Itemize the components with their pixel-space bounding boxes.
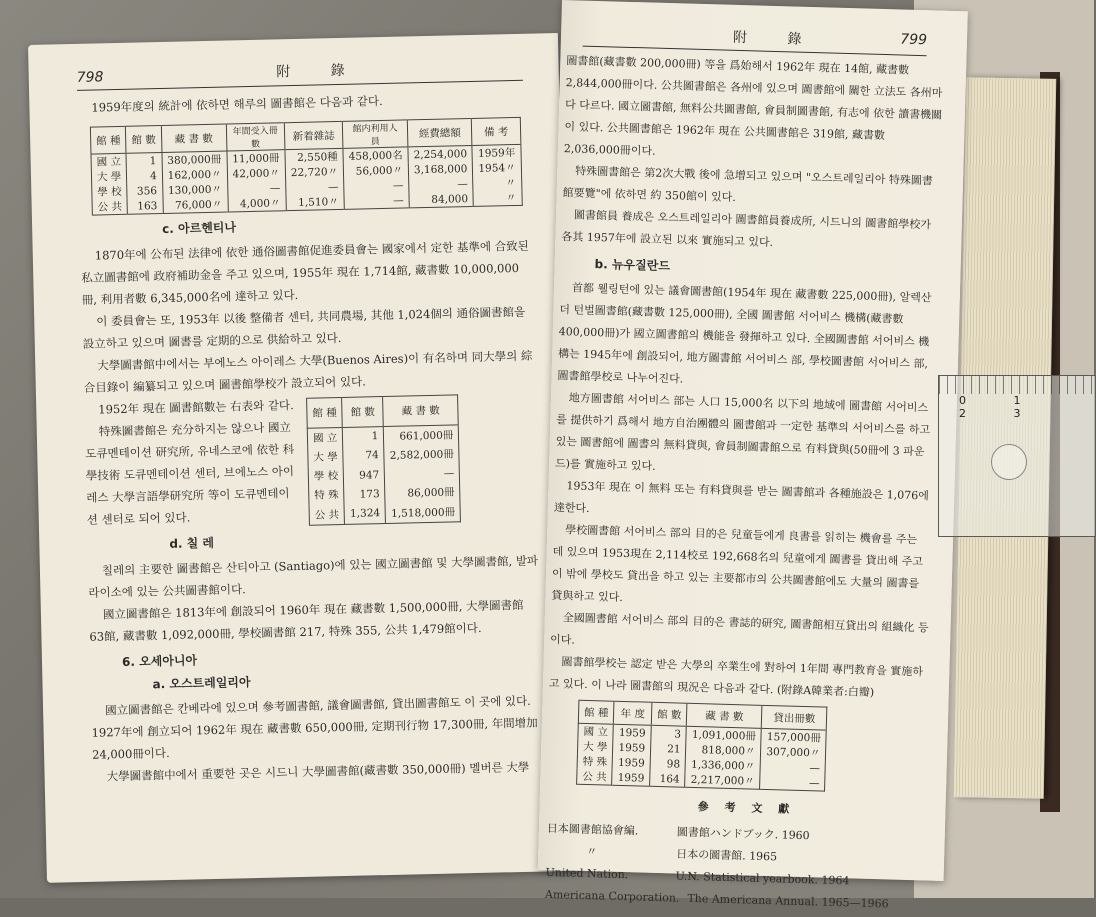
- table-cell: 大 學: [577, 739, 613, 755]
- table-header: 年 度: [614, 701, 652, 725]
- left-page-header: [76, 56, 522, 91]
- table-cell: 173: [344, 484, 385, 504]
- paragraph: 1953年 現在 이 無料 또는 有料貸與를 받는 圖書館과 各種施設은 1,076에 達한다.: [553, 479, 930, 515]
- page-number: 798: [76, 69, 104, 86]
- table-cell: 2,217,000〃: [685, 772, 760, 790]
- reference-title: U.N. Statistical yearbook. 1964: [675, 869, 850, 888]
- running-title: 附 錄: [276, 62, 363, 81]
- table-cell: —: [344, 177, 409, 193]
- table-header: 館 數: [126, 126, 162, 154]
- table-cell: 學 校: [92, 184, 128, 200]
- running-title: 附 錄: [732, 29, 820, 49]
- table-cell: 1,091,000冊: [686, 726, 761, 744]
- ruler-magnifier: [991, 444, 1027, 480]
- table-cell: 947: [343, 465, 384, 485]
- table-cell: —: [409, 176, 474, 192]
- table-cell: 157,000冊: [761, 728, 826, 745]
- table-cell: —: [344, 192, 409, 209]
- table-header: 館 種: [90, 126, 126, 154]
- table-cell: 1959: [612, 770, 650, 787]
- table-cell: 1: [126, 152, 162, 168]
- table-library-stats-2: [306, 394, 461, 525]
- table-cell: 國 立: [307, 427, 343, 448]
- reference-author: Americana Corporation.: [544, 887, 680, 905]
- paragraph: 地方圖書館 서어비스 部는 人口 15,000名 以下의 地域에 圖書館 서어비스를 提供하기 爲해서 地方自治團體의 圖書館과 一定한 基準의 서어비스를 하고 있는 圖書館에 圖書의 無料貸與, 會員制圖書館으로 有料貸與(50冊에 3 파운드)를 實施하고 있다.: [554, 391, 931, 473]
- table-cell: 22,720〃: [285, 164, 344, 180]
- page-number: 799: [900, 31, 928, 49]
- paragraph: 全國圖書館 서어비스 部의 目的은 書誌的研究, 圖書館相互貸出의 組織化 등이다.: [549, 611, 929, 647]
- table-cell: 21: [651, 741, 687, 757]
- table-cell: 2,254,000: [408, 145, 473, 162]
- section-heading: 6. 오세아니아: [121, 653, 198, 670]
- table-header: 新着雜誌: [284, 121, 343, 149]
- table-header: 藏 書 數: [687, 703, 763, 728]
- table-cell: 458,000名: [343, 147, 408, 164]
- ruler: [938, 375, 1096, 537]
- text-with-table: [84, 388, 569, 531]
- table-cell: —: [760, 774, 825, 791]
- paragraph: 首都 웰링턴에 있는 議會圖書館(1954年 現在 藏書數 225,000冊), 알렉산더 턴벌圖書館(藏書數 125,000冊), 全國 圖書館 서어비스 機構(藏書數 400,000冊)가 國立圖書館의 機能을 發揮하고 있다. 全國圖書館 서어비스 機構는 1945年에 創設되어, 地方圖書館 서어비스 部, 學校圖書館 서어비스 部, 圖書館學校로 나누어진다.: [557, 281, 932, 386]
- table-cell: 11,000冊: [227, 150, 286, 167]
- section-heading: c. 아르헨티나: [162, 220, 237, 237]
- table-header: 貸出冊數: [762, 705, 828, 730]
- table-header: 備 考: [472, 117, 521, 145]
- table-cell: 4,000〃: [228, 195, 287, 212]
- table-cell: 163: [127, 198, 163, 214]
- table-cell: 大 學: [308, 447, 344, 467]
- table-cell: 2,582,000冊: [384, 444, 459, 465]
- reference-author: 日本圖書館協會編.: [546, 821, 639, 838]
- ruler-ticks: [939, 376, 1095, 394]
- table-cell: 公 共: [309, 505, 345, 526]
- paragraph: 이 委員會는 또, 1953年 以後 整備者 센터, 共同農場, 其他 1,024個의 通俗圖書館을 設立하고 있으며 圖書를 定期的으로 供給하고 있다.: [82, 304, 526, 351]
- table-cell: 學 校: [308, 466, 344, 486]
- table-cell: 56,000〃: [343, 162, 408, 178]
- reference-author: 〃: [586, 845, 598, 859]
- paragraph: 大學圖書館中에서는 부에노스 아이레스 大學(Buenos Aires)이 有名하며 同大學의 綜合目錄이 編纂되고 있으며 圖書館學校가 設立되어 있다.: [83, 348, 533, 395]
- table-cell: 818,000〃: [686, 742, 761, 759]
- table-cell: 1,518,000冊: [385, 502, 460, 524]
- table-cell: 3,168,000: [408, 161, 473, 177]
- paragraph: 칠레의 主要한 圖書館은 산티아고 (Santiago)에 있는 國立圖書館 및 大學圖書館, 발파라이소에 있는 公共圖書館이다.: [88, 553, 539, 600]
- table-cell: 1,336,000〃: [685, 757, 760, 774]
- table-cell: 661,000冊: [384, 424, 459, 446]
- table-cell: —: [285, 179, 344, 195]
- reference-title: The Americana Annual. 1965—1966: [687, 891, 889, 911]
- table-header-row: [307, 395, 459, 428]
- table-cell: 84,000: [409, 191, 474, 208]
- paragraph: 學校圖書館 서어비스 部의 目的은 兒童들에게 良書를 읽히는 機會를 주는 데 있으며 1953現在 2,114校로 192,668名의 兒童에게 圖書를 貸出해 주고 이 밖에 學校도 貸出을 하고 있는 主要都市의 公共圖書館에도 大量의 圖書를 貸與하고 있다.: [551, 523, 924, 604]
- table-cell: 國 立: [578, 723, 614, 739]
- paragraph: 大學圖書館中에서 重要한 곳은 시드니 大學圖書館(藏書數 350,000冊) 멜버른 大學: [106, 759, 530, 784]
- right-page: [538, 0, 968, 911]
- table-cell: 1,510〃: [286, 194, 345, 211]
- table-cell: 130,000〃: [162, 182, 227, 198]
- table-cell: 〃: [473, 175, 522, 191]
- table-header: 年間受入冊數: [226, 123, 285, 151]
- section-heading: a. 오스트레일리아: [152, 675, 251, 692]
- paragraph: 特殊圖書館은 第2次大戰 後에 急增되고 있으며 "오스트레일리아 特殊圖書館要覽"에 依하면 約 350館이 있다.: [562, 164, 934, 204]
- table-row: [309, 502, 461, 525]
- ruler-numbers: 0 1 2 3: [959, 394, 1043, 420]
- references-heading: 參 考 文 獻: [697, 800, 796, 816]
- paragraph: 特殊圖書館은 充分하지는 않으나 國立도큐멘테이션 研究所, 유네스코에 依한 科學技術 도큐멘테이션 센터, 브에노스 아이레스 大學言語學研究所 等이 도큐멘테이션 센터로 되어 있다.: [85, 420, 295, 527]
- table-cell: —: [227, 180, 286, 196]
- references: [545, 792, 946, 917]
- table-cell: 74: [343, 446, 384, 466]
- table-cell: 76,000〃: [163, 197, 228, 214]
- paragraph: 國立圖書館은 1813年에 創設되어 1960年 現在 藏書數 1,500,000冊, 大學圖書館 63館, 藏書數 1,092,000冊, 學校圖書館 217, 特殊 355, 公共 1,479館이다.: [89, 597, 524, 644]
- paragraph: 圖書館(藏書數 200,000冊) 等을 爲始해서 1962年 現在 14館, 藏書數 2,844,000冊이다. 公共圖書館은 各州에 있으며 圖書館에 關한 立法도 各州마다 다르다. 國立圖書館, 無料公共圖書館, 會員制圖書館, 有志에 依한 讀書機關이 있다. 公共圖書館은 1962年 現在 公共圖書館은 319館, 藏書數 2,036,000冊이다.: [563, 54, 943, 158]
- table-cell: 〃: [473, 190, 522, 207]
- table-cell: 162,000〃: [162, 167, 227, 183]
- table-cell: 42,000〃: [227, 165, 286, 181]
- table-header: 館 種: [578, 700, 614, 724]
- table-cell: 4: [127, 168, 163, 184]
- table-cell: 1959年: [472, 144, 521, 161]
- table-cell: 1959: [612, 755, 650, 771]
- table-cell: 國 立: [91, 153, 127, 169]
- table-cell: 公 共: [92, 199, 128, 215]
- table-cell: 1954〃: [473, 160, 522, 176]
- table-header: 藏 書 數: [383, 395, 459, 426]
- paragraph: 國立圖書館은 칸베라에 있으며 參考圖書館, 議會圖書館, 貸出圖書館도 이 곳에 있다. 1927年에 創立되어 1962年 現在 藏書數 650,000冊, 定期刊行物 17,300冊, 年間增加 24,000冊이다.: [91, 693, 538, 762]
- section-heading: d. 칠 레: [169, 535, 215, 551]
- section-heading: b. 뉴우질란드: [594, 257, 671, 274]
- table-cell: 3: [651, 725, 687, 741]
- text-column: [84, 394, 297, 531]
- table-cell: —: [760, 759, 825, 776]
- left-page: [28, 33, 577, 883]
- table-cell: 1: [343, 426, 385, 447]
- table-cell: 86,000冊: [385, 483, 460, 504]
- paragraph: 1952年 現在 圖書館數는 右表와 같다.: [98, 398, 294, 417]
- table-library-stats-1: [90, 117, 523, 216]
- table-header: 館内利用人員: [342, 120, 408, 148]
- table-header: 館 數: [342, 397, 384, 427]
- table-cell: 2,550種: [285, 148, 344, 165]
- table-cell: 公 共: [577, 769, 613, 785]
- table-cell: 356: [127, 183, 163, 199]
- table-header: 經費總額: [407, 118, 472, 146]
- table-header: 館 種: [307, 397, 343, 427]
- paragraph: 1959年度의 統計에 依하면 해루의 圖書館은 다음과 같다.: [91, 93, 383, 115]
- paragraph: 1870年에 公布된 法律에 依한 通俗圖書館促進委員會는 國家에서 定한 基準에 合致된 私立圖書館에 政府補助金을 주고 있으며, 1955年 現在 1,714館, 藏書數 10,000,000冊, 利用者數 6,345,000名에 達하고 있다.: [81, 238, 529, 307]
- table-cell: 1959: [613, 724, 651, 741]
- table-cell: 98: [650, 756, 686, 772]
- reference-title: 圖書館ハンドブック. 1960: [676, 825, 810, 843]
- table-header: 館 數: [651, 702, 687, 726]
- table-header: 藏 書 數: [161, 124, 227, 152]
- table-cell: 307,000〃: [761, 744, 826, 761]
- reference-title: 日本の圖書館. 1965: [676, 847, 778, 864]
- reference-author: United Nation.: [545, 865, 629, 882]
- table-cell: —: [385, 463, 460, 484]
- table-cell: 特 殊: [577, 754, 613, 770]
- table-cell: 特 殊: [309, 485, 345, 505]
- paragraph: 圖書館員 養成은 오스트레일리아 圖書館員養成所, 시드니의 圖書館學校가 各其 1957年에 設立된 以來 實施되고 있다.: [561, 208, 932, 249]
- table-cell: 大 學: [91, 169, 127, 185]
- table-cell: 380,000冊: [162, 151, 227, 168]
- table-cell: 1,324: [344, 504, 386, 525]
- table-cell: 1959: [613, 740, 651, 756]
- paragraph: 圖書館學校는 認定 받은 大學의 卒業生에 對하여 1年間 專門教育을 實施하고 있다. 이 나라 圖書館의 現況은 다음과 같다. (附錄A韓業者:白瓣): [548, 655, 924, 699]
- table-cell: 164: [650, 771, 686, 787]
- table-library-stats-3: [576, 700, 828, 792]
